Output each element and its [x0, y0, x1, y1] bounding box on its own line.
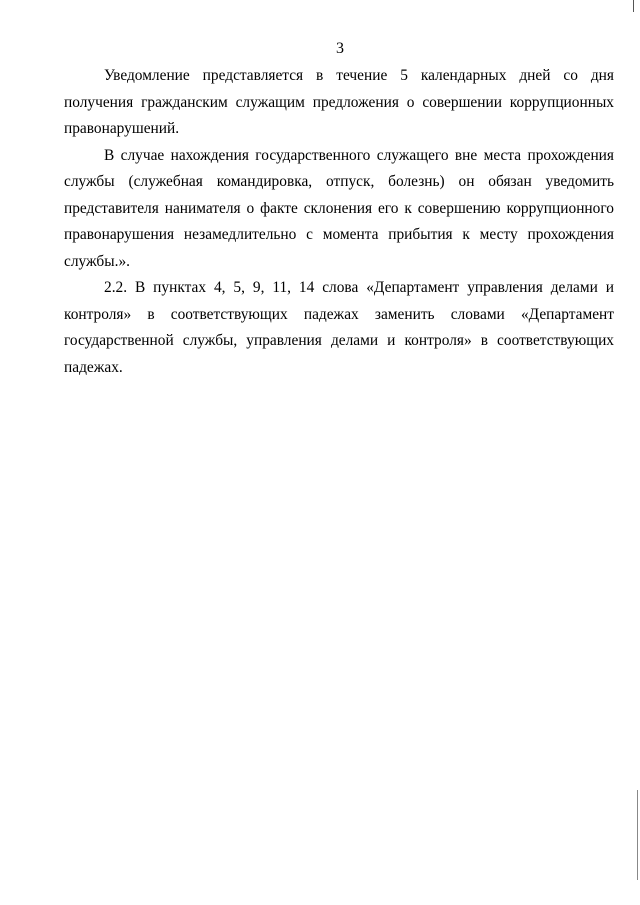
scan-edge-mark [637, 790, 638, 880]
paragraph-amendment-2-2: 2.2. В пунктах 4, 5, 9, 11, 14 слова «Департамент управления делами и контроля» в соответствующих падежах заменить словами «Департамент государственной службы, управления делами и контроля» в соответствующих падежах. [64, 279, 614, 376]
paragraph-absence-notification: В случае нахождения государственного служащего вне места прохождения службы (служебная командировка, отпуск, болезнь) он обязан уведомить представителя нанимателя о факте склонения его к совершению коррупционного правонарушения незамедлительно с момента прибытия к месту прохождения службы.». [64, 146, 614, 270]
paragraph-notification-deadline: Уведомление представляется в течение 5 календарных дней со дня получения гражданским служащим предложения о совершении коррупционных правонарушений. [64, 67, 614, 137]
scan-edge-mark [633, 0, 634, 12]
page-number: 3 [336, 40, 344, 57]
document-body [64, 63, 614, 381]
